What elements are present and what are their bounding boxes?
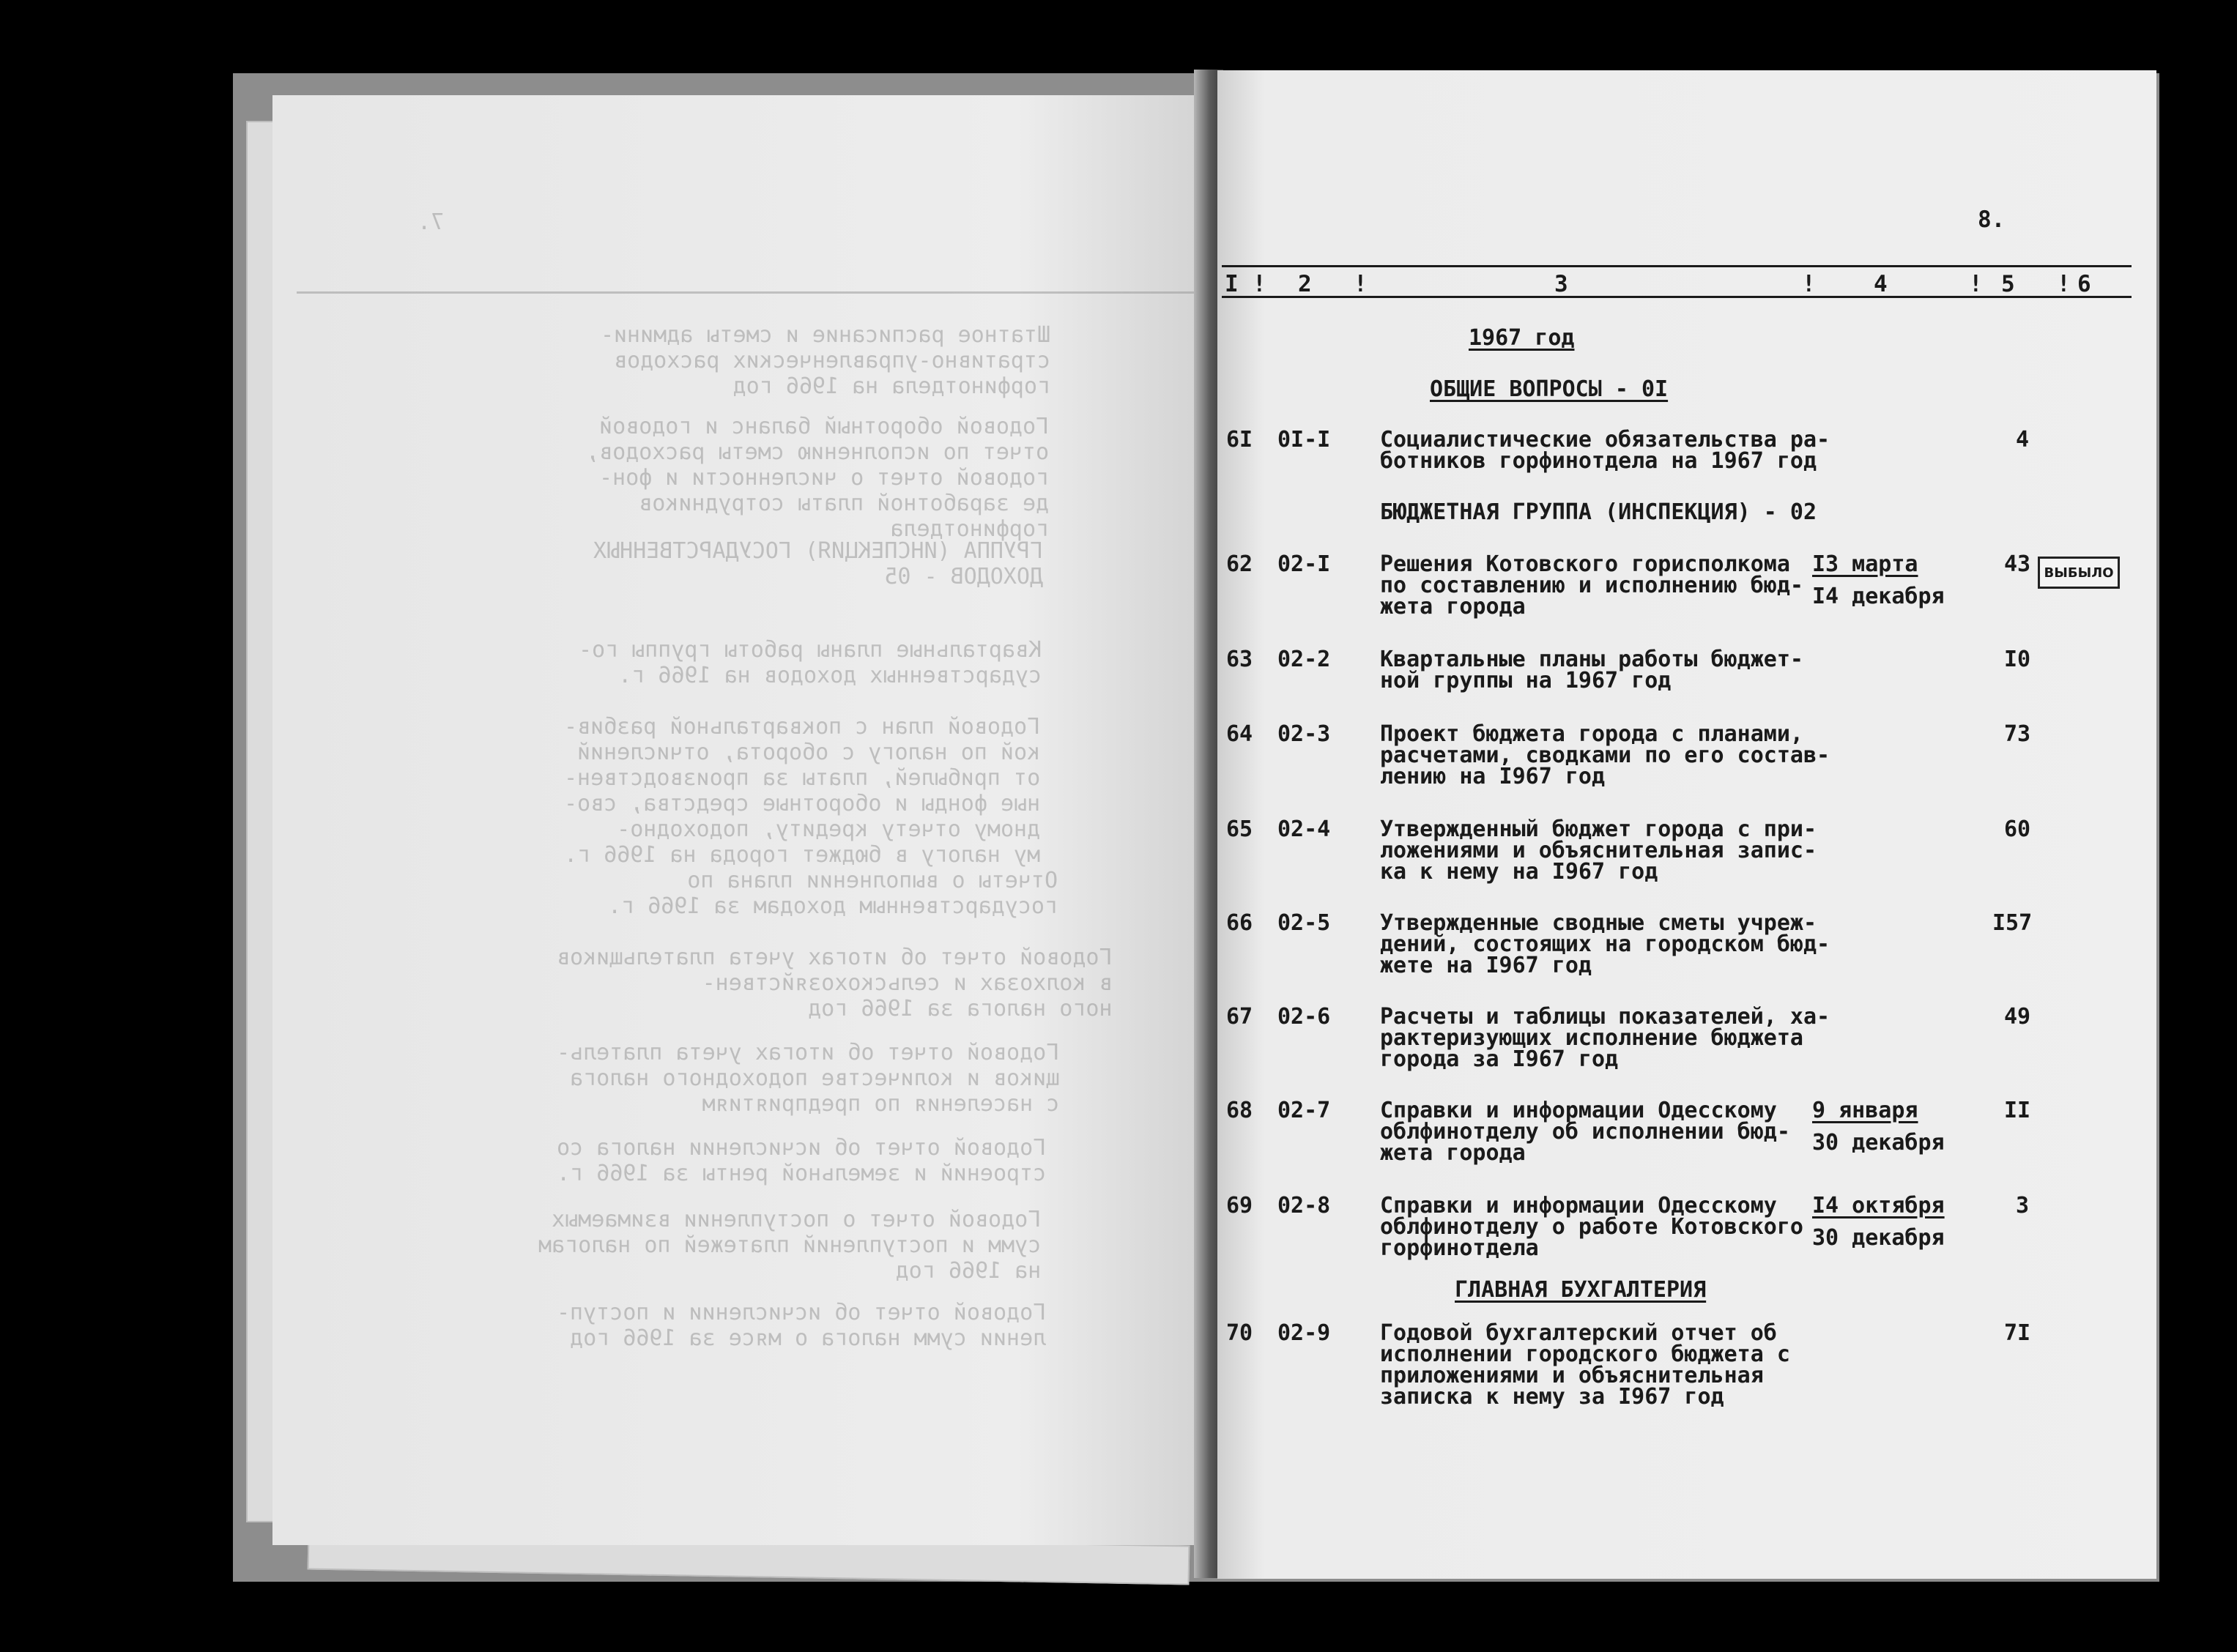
- col-header-1: I: [1225, 271, 1239, 297]
- row-code: 02-2: [1277, 647, 1331, 672]
- row-date-start: 9 января: [1812, 1098, 1918, 1123]
- row-code: 02-8: [1277, 1193, 1331, 1218]
- withdrawn-stamp: ВЫБЫЛО: [2038, 557, 2120, 589]
- row-code: 02-4: [1277, 816, 1331, 842]
- row-date-start: I3 марта: [1812, 551, 1918, 577]
- section-general: ОБЩИЕ ВОПРОСЫ - 0I: [1430, 376, 1669, 402]
- row-title: Квартальные планы работы бюджет- ной группы на 1967 год: [1380, 647, 1803, 693]
- row-date-end: 30 декабря: [1812, 1130, 1945, 1156]
- bleed-line: Штатное расписание и сметы админи- стративно-управленческих расходов горфинотдела на 1966 год: [601, 322, 1051, 399]
- row-sheets: 4: [2016, 427, 2030, 453]
- col-header-6: 6: [2077, 271, 2091, 297]
- row-sheets: I57: [1992, 910, 2033, 936]
- bleed-line: Годовой отчет об исчислении налога со строений и земельной ренты за 1966 г.: [557, 1135, 1047, 1186]
- row-title: Решения Котовского горисполкома по составлению и исполнению бюд- жета города: [1380, 551, 1803, 620]
- row-date-end: 30 декабря: [1812, 1225, 1945, 1251]
- bleed-line: ГРУППА (ИНСПЕКЦИЯ) ГОСУДАРСТВЕННЫХ ДОХОДОВ - 05: [593, 538, 1044, 589]
- row-no: 67: [1226, 1004, 1253, 1030]
- bleed-line: Квартальные планы работы группы го- сударственных доходов на 1966 г.: [579, 637, 1042, 688]
- row-code: 02-9: [1277, 1320, 1331, 1346]
- left-page-number: 7.: [418, 209, 445, 235]
- row-code: 02-7: [1277, 1098, 1331, 1123]
- table-header-top-rule: [1222, 265, 2132, 267]
- page-number: 8.: [1978, 206, 2006, 233]
- row-sheets: 60: [2004, 816, 2031, 842]
- row-no: 6I: [1226, 427, 1253, 453]
- row-sheets: II: [2004, 1098, 2031, 1123]
- row-title: Справки и информации Одесскому облфинотделу об исполнении бюд- жета города: [1380, 1098, 1790, 1166]
- row-date-end: I4 декабря: [1812, 584, 1945, 609]
- section-accounting: ГЛАВНАЯ БУХГАЛТЕРИЯ: [1455, 1277, 1707, 1303]
- col-header-3: 3: [1554, 271, 1568, 297]
- col-header-sep: !: [1354, 271, 1368, 297]
- row-no: 68: [1226, 1098, 1253, 1123]
- bleed-line: Отчеты о выполнении плана по государственным доходам за 1966 г.: [608, 868, 1058, 919]
- bleed-line: Годовой отчет о поступлении взимаемых сумм и поступлений платежей по налогам на 1966 год: [538, 1207, 1042, 1284]
- bleed-line: Годовой отчет об итогах учета платель- щиков и количестве подоходного налога с населения по предприятиям: [557, 1040, 1060, 1117]
- row-date-start: I4 октября: [1812, 1193, 1945, 1218]
- row-sheets: I0: [2004, 647, 2031, 672]
- row-code: 02-I: [1277, 551, 1331, 577]
- row-title: Утвержденные сводные сметы учреж- дений, состоящих на городском бюд- жете на I967 год: [1380, 910, 1830, 978]
- bleed-line: Годовой план с поквартальной разбив- кой по налогу с оборота, отчислений от прибылей, платы за производствен- ные фонды и оборотные средства, сво- дному отчету кредиту, подоходно- му налогу в бюджет города на 1966 г.: [564, 714, 1041, 868]
- left-page-rule: [297, 291, 1194, 294]
- row-sheets: 43: [2004, 551, 2031, 577]
- col-header-sep: !: [2057, 271, 2071, 297]
- row-no: 63: [1226, 647, 1253, 672]
- row-no: 64: [1226, 721, 1253, 747]
- row-no: 62: [1226, 551, 1253, 577]
- row-code: 0I-I: [1277, 427, 1331, 453]
- col-header-sep: !: [1969, 271, 1983, 297]
- col-header-2: 2: [1298, 271, 1312, 297]
- row-no: 65: [1226, 816, 1253, 842]
- bleed-line: Годовой отчет об итогах учета плательщиков в колхозах и сельскохозяйствен- ного налога за 1966 год: [557, 945, 1113, 1022]
- row-sheets: 49: [2004, 1004, 2031, 1030]
- bleed-line: Годовой отчет об исчислении и поступ- лении сумм налога о мясе за 1966 год: [557, 1300, 1047, 1351]
- col-header-4: 4: [1874, 271, 1888, 297]
- section-year: 1967 год: [1469, 325, 1575, 351]
- col-header-5: 5: [2001, 271, 2015, 297]
- row-no: 69: [1226, 1193, 1253, 1218]
- table-header-bottom-rule: [1222, 296, 2132, 298]
- bleed-line: Годовой оборотный баланс и годовой отчет по исполнению сметы расходов, годовой отчет о численности и фон- де заработной платы сотрудников горфинотдела: [586, 414, 1050, 542]
- row-title: Утвержденный бюджет города с при- ложениями и объяснительная запис- ка к нему на I967 год: [1380, 816, 1817, 885]
- row-sheets: 73: [2004, 721, 2031, 747]
- section-budget: БЮДЖЕТНАЯ ГРУППА (ИНСПЕКЦИЯ) - 02: [1380, 499, 1817, 525]
- row-title: Справки и информации Одесскому облфинотделу о работе Котовского горфинотдела: [1380, 1193, 1803, 1261]
- row-no: 66: [1226, 910, 1253, 936]
- col-header-sep: !: [1802, 271, 1816, 297]
- row-sheets: 7I: [2004, 1320, 2031, 1346]
- row-sheets: 3: [2016, 1193, 2030, 1218]
- row-code: 02-5: [1277, 910, 1331, 936]
- col-header-sep: !: [1253, 271, 1266, 297]
- row-title: Расчеты и таблицы показателей, ха- рактеризующих исполнение бюджета города за I967 год: [1380, 1004, 1830, 1072]
- row-title: Годовой бухгалтерский отчет об исполнении городского бюджета с приложениями и объяснительная записка к нему за I967 год: [1380, 1320, 1790, 1410]
- row-code: 02-6: [1277, 1004, 1331, 1030]
- row-title: Социалистические обязательства ра- ботников горфинотдела на 1967 год: [1380, 427, 1830, 474]
- row-code: 02-3: [1277, 721, 1331, 747]
- row-no: 70: [1226, 1320, 1253, 1346]
- row-title: Проект бюджета города с планами, расчетами, сводками по его состав- лению на I967 год: [1380, 721, 1830, 789]
